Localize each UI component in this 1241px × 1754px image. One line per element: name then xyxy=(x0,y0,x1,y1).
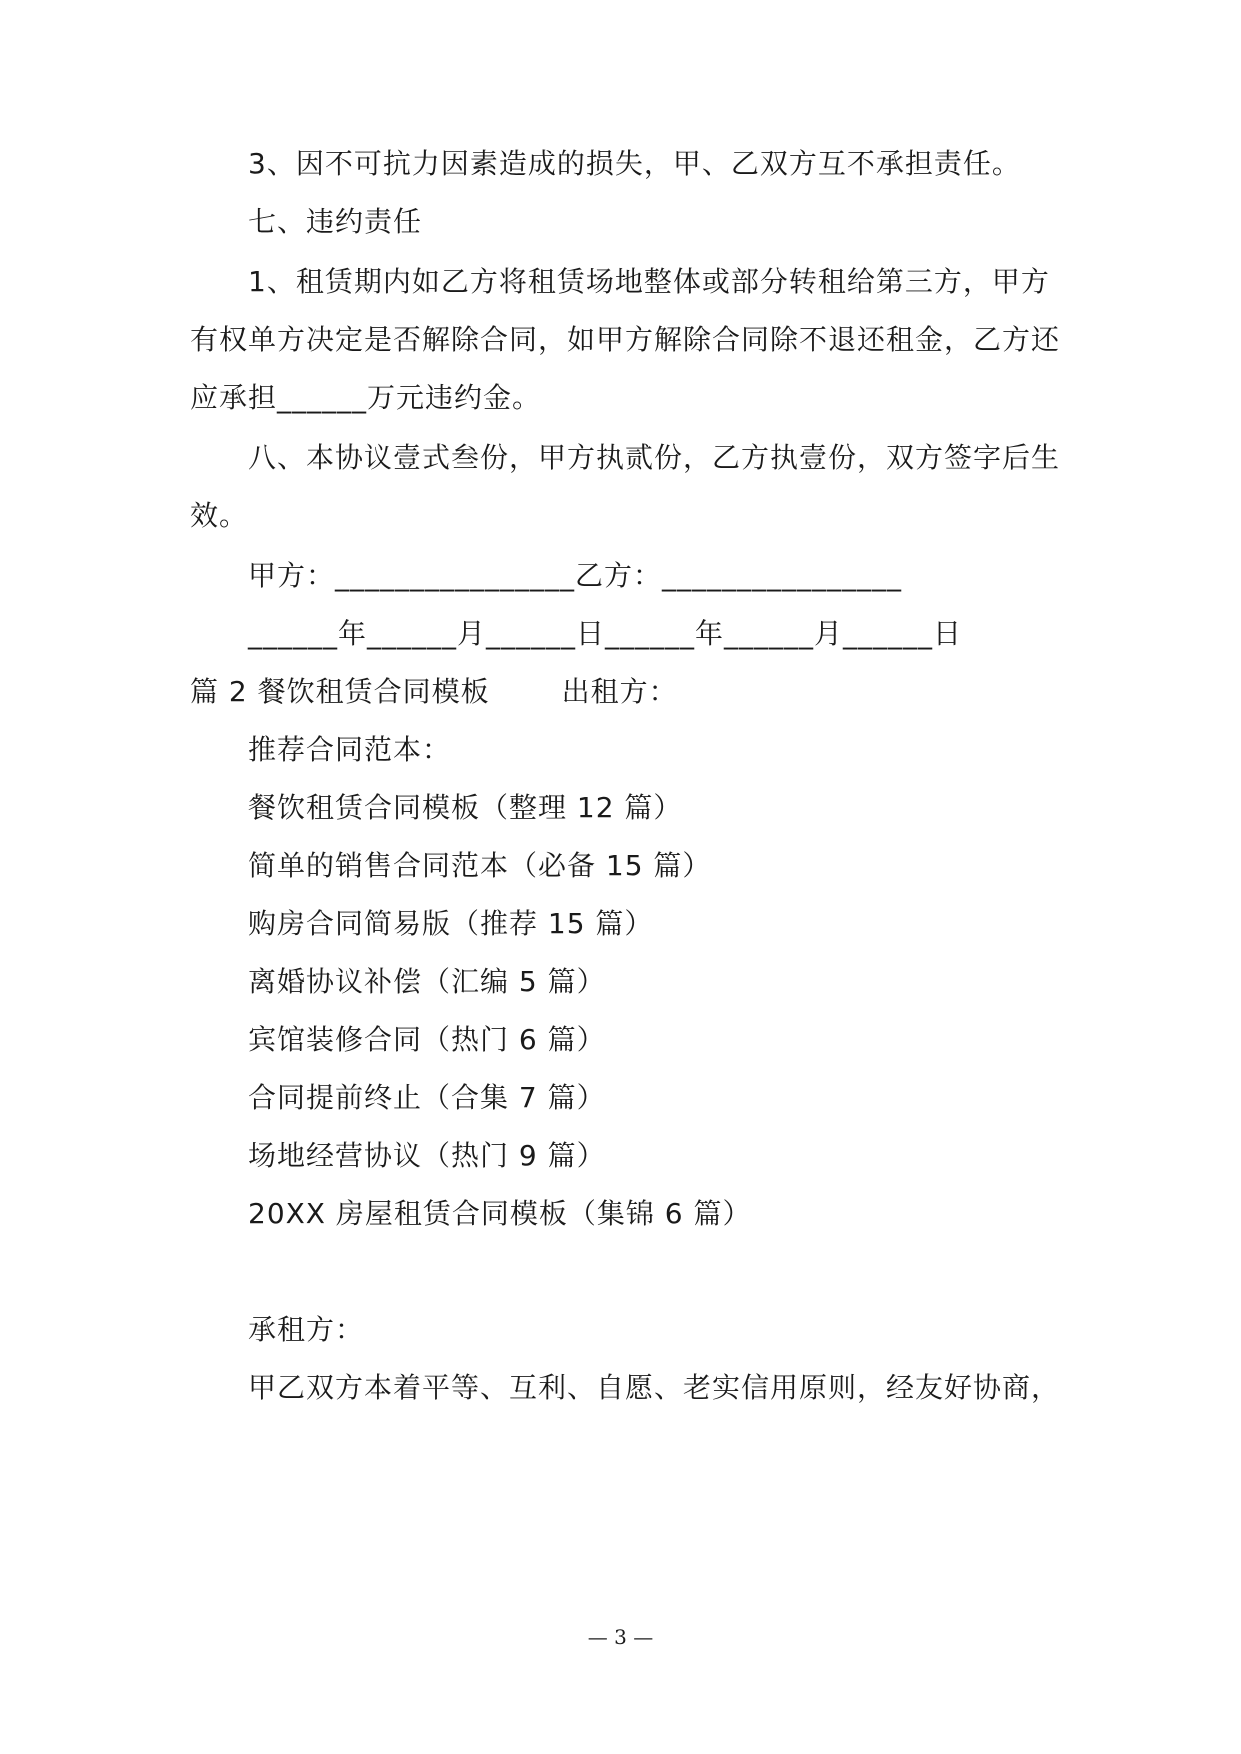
recommended-item[interactable]: 离婚协议补偿（汇编 5 篇） xyxy=(248,965,606,998)
recommended-item[interactable]: 购房合同简易版（推荐 15 篇） xyxy=(248,907,654,940)
recommended-heading: 推荐合同范本： xyxy=(248,733,452,766)
heading-breach-liability: 七、违约责任 xyxy=(248,205,423,238)
recommended-item[interactable]: 简单的销售合同范本（必备 15 篇） xyxy=(248,849,712,882)
lessor-label: 出租方： xyxy=(561,675,678,708)
recommended-item[interactable]: 合同提前终止（合集 7 篇） xyxy=(248,1081,606,1114)
page-number: — 3 — xyxy=(587,1625,654,1649)
paragraph-sublease-line-1: 1、租赁期内如乙方将租赁场地整体或部分转租给第三方，甲方 xyxy=(248,265,1050,298)
recommended-item[interactable]: 场地经营协议（热门 9 篇） xyxy=(248,1139,606,1172)
date-line: ______年______月______日______年______月______日 xyxy=(248,617,963,650)
lessee-label: 承租方： xyxy=(248,1313,365,1346)
paragraph-sublease-line-2: 有权单方决定是否解除合同，如甲方解除合同除不退还租金，乙方还 xyxy=(190,323,1061,356)
recommended-item[interactable]: 餐饮租赁合同模板（整理 12 篇） xyxy=(248,791,683,824)
paragraph-sublease-line-3: 应承担______万元违约金。 xyxy=(190,381,542,414)
section-heading xyxy=(190,672,678,712)
paragraph-principles: 甲乙双方本着平等、互利、自愿、老实信用原则，经友好协商， xyxy=(248,1371,1061,1404)
paragraph-copies-line-1: 八、本协议壹式叁份，甲方执贰份，乙方执壹份，双方签字后生 xyxy=(248,441,1061,474)
recommended-item[interactable]: 宾馆装修合同（热门 6 篇） xyxy=(248,1023,606,1056)
signature-line: 甲方：________________乙方：________________ xyxy=(248,559,903,592)
paragraph-force-majeure: 3、因不可抗力因素造成的损失，甲、乙双方互不承担责任。 xyxy=(248,147,1021,180)
recommended-item[interactable]: 20XX 房屋租赁合同模板（集锦 6 篇） xyxy=(248,1197,752,1230)
paragraph-copies-line-2: 效。 xyxy=(190,499,249,532)
section-title: 篇 2 餐饮租赁合同模板 xyxy=(190,675,490,708)
